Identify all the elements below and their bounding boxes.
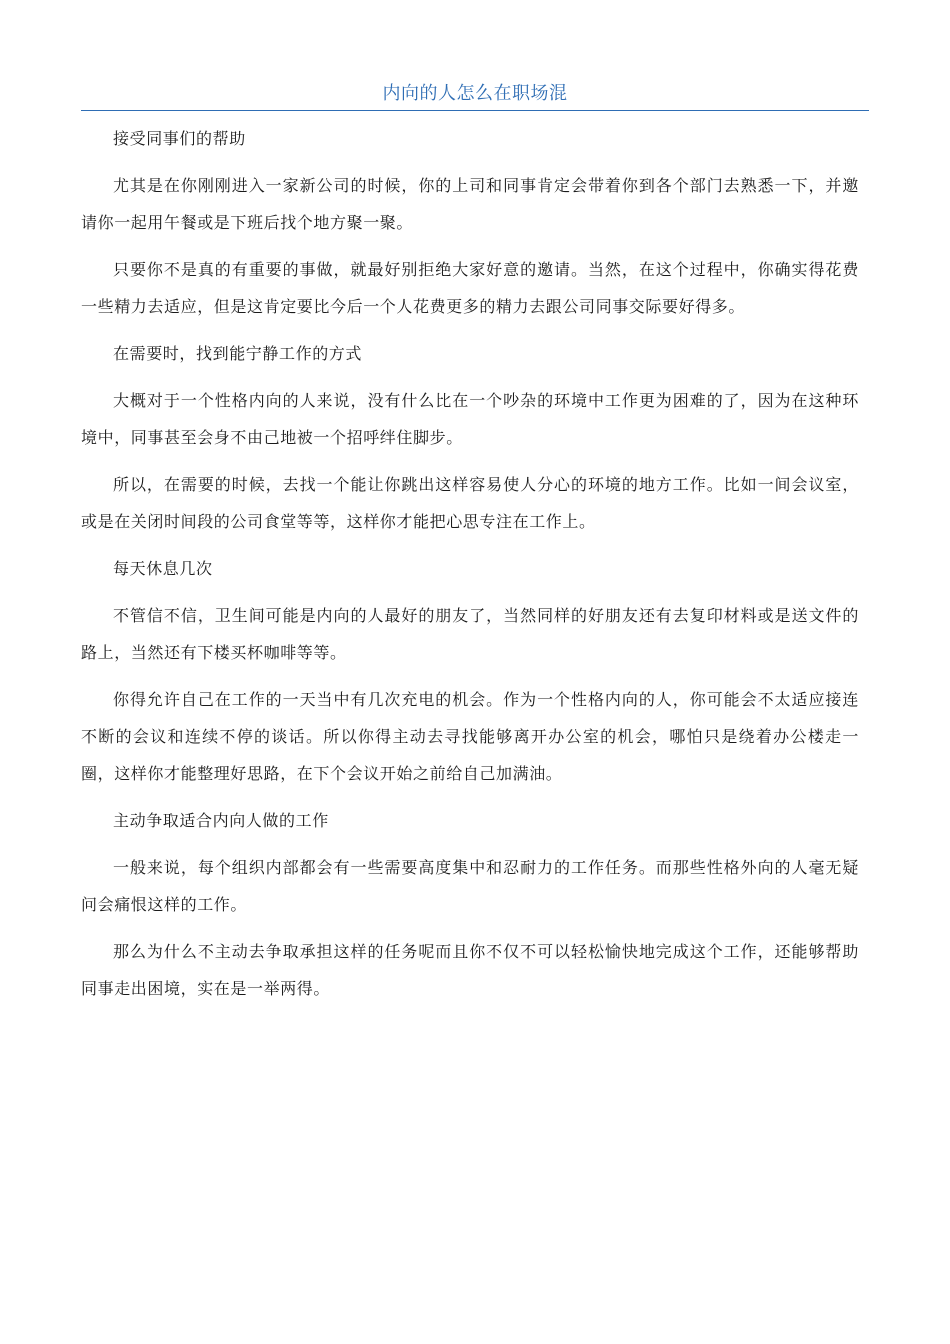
section-heading: 接受同事们的帮助 xyxy=(113,129,246,148)
section-heading: 主动争取适合内向人做的工作 xyxy=(113,811,329,830)
document-body xyxy=(81,120,859,1017)
paragraph: 尤其是在你刚刚进入一家新公司的时候，你的上司和同事肯定会带着你到各个部门去熟悉一下，并邀请你一起用午餐或是下班后找个地方聚一聚。 xyxy=(81,176,859,232)
paragraph: 不管信不信，卫生间可能是内向的人最好的朋友了，当然同样的好朋友还有去复印材料或是送文件的路上，当然还有下楼买杯咖啡等等。 xyxy=(81,606,859,662)
page-title: 内向的人怎么在职场混 xyxy=(382,83,568,104)
section-heading: 在需要时，找到能宁静工作的方式 xyxy=(113,344,363,363)
paragraph: 一般来说，每个组织内部都会有一些需要高度集中和忍耐力的工作任务。而那些性格外向的人毫无疑问会痛恨这样的工作。 xyxy=(81,858,859,914)
section-heading: 每天休息几次 xyxy=(113,559,213,578)
paragraph: 所以，在需要的时候，去找一个能让你跳出这样容易使人分心的环境的地方工作。比如一间会议室，或是在关闭时间段的公司食堂等等，这样你才能把心思专注在工作上。 xyxy=(81,475,859,531)
paragraph: 你得允许自己在工作的一天当中有几次充电的机会。作为一个性格内向的人，你可能会不太适应接连不断的会议和连续不停的谈话。所以你得主动去寻找能够离开办公室的机会，哪怕只是绕着办公楼走一圈，这样你才能整理好思路，在下个会议开始之前给自己加满油。 xyxy=(81,690,859,783)
paragraph: 那么为什么不主动去争取承担这样的任务呢而且你不仅不可以轻松愉快地完成这个工作，还能够帮助同事走出困境，实在是一举两得。 xyxy=(81,942,859,998)
paragraph: 只要你不是真的有重要的事做，就最好别拒绝大家好意的邀请。当然，在这个过程中，你确实得花费一些精力去适应，但是这肯定要比今后一个人花费更多的精力去跟公司同事交际要好得多。 xyxy=(81,260,859,316)
page-header xyxy=(81,82,869,111)
paragraph: 大概对于一个性格内向的人来说，没有什么比在一个吵杂的环境中工作更为困难的了，因为在这种环境中，同事甚至会身不由己地被一个招呼绊住脚步。 xyxy=(81,391,859,447)
